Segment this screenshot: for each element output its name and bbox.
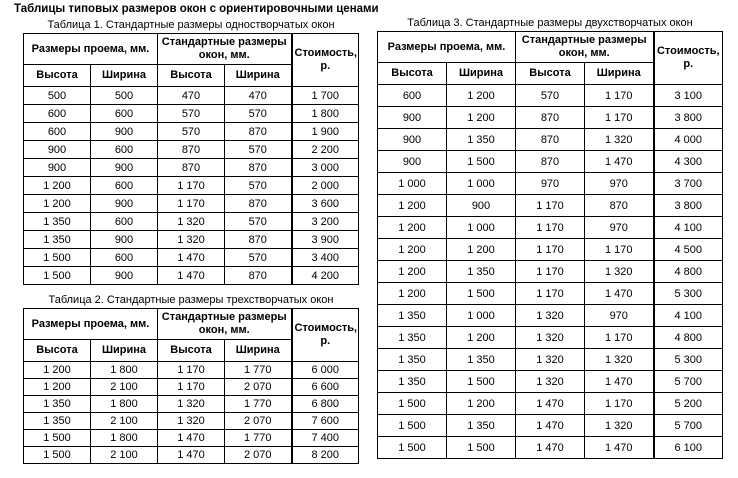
size-cell: 1 170 [158, 195, 225, 213]
size-cell: 1 200 [24, 195, 91, 213]
cost-cell: 3 100 [654, 85, 723, 107]
size-cell: 1 500 [378, 437, 447, 459]
size-cell: 2 100 [91, 447, 158, 464]
size-cell: 1 350 [24, 213, 91, 231]
column-header-height: Высота [24, 340, 91, 362]
table-row [378, 195, 723, 217]
column-header-opening-size: Размеры проема, мм. [24, 309, 158, 340]
table-row [24, 231, 359, 249]
size-cell: 1 170 [516, 239, 585, 261]
size-cell: 470 [225, 87, 292, 105]
size-cell: 1 350 [378, 371, 447, 393]
cost-cell: 3 200 [292, 213, 359, 231]
size-cell: 1 800 [91, 396, 158, 413]
size-cell: 600 [91, 105, 158, 123]
table-row [378, 371, 723, 393]
size-cell: 870 [225, 123, 292, 141]
size-cell: 900 [24, 141, 91, 159]
column-header-width: Ширина [225, 340, 292, 362]
size-cell: 870 [516, 129, 585, 151]
size-cell: 1 320 [585, 129, 654, 151]
table-row [24, 430, 359, 447]
table-row [378, 283, 723, 305]
size-cell: 570 [158, 105, 225, 123]
size-cell: 1 500 [24, 267, 91, 285]
table-row [378, 393, 723, 415]
cost-cell: 4 800 [654, 261, 723, 283]
size-cell: 870 [225, 195, 292, 213]
size-cell: 1 500 [24, 430, 91, 447]
size-cell: 970 [585, 173, 654, 195]
table-row [378, 85, 723, 107]
table-row [378, 217, 723, 239]
cost-cell: 4 300 [654, 151, 723, 173]
size-cell: 1 170 [516, 261, 585, 283]
cost-cell: 3 000 [292, 159, 359, 177]
size-cell: 1 320 [516, 327, 585, 349]
table-row [24, 379, 359, 396]
size-cell: 900 [91, 267, 158, 285]
size-cell: 1 320 [516, 349, 585, 371]
size-cell: 500 [24, 87, 91, 105]
table-row [24, 447, 359, 464]
size-cell: 2 100 [91, 379, 158, 396]
table-row [24, 87, 359, 105]
size-cell: 1 170 [516, 195, 585, 217]
size-cell: 1 800 [91, 362, 158, 379]
table-row [24, 213, 359, 231]
size-cell: 2 100 [91, 413, 158, 430]
table-row [24, 141, 359, 159]
size-cell: 1 470 [585, 371, 654, 393]
column-header-cost: Стоимость, р. [654, 32, 723, 85]
size-cell: 900 [378, 107, 447, 129]
table-2-triple-leaf-windows [23, 308, 359, 464]
size-cell: 1 200 [447, 239, 516, 261]
table-header-row [24, 309, 359, 340]
cost-cell: 3 400 [292, 249, 359, 267]
table-row [378, 327, 723, 349]
size-cell: 1 500 [24, 447, 91, 464]
size-cell: 1 470 [585, 437, 654, 459]
size-cell: 1 170 [516, 217, 585, 239]
cost-cell: 4 100 [654, 217, 723, 239]
right-column [377, 17, 723, 459]
table-row [24, 123, 359, 141]
size-cell: 470 [158, 87, 225, 105]
size-cell: 1 470 [585, 151, 654, 173]
size-cell: 870 [158, 141, 225, 159]
size-cell: 1 000 [378, 173, 447, 195]
column-header-width: Ширина [225, 65, 292, 87]
size-cell: 900 [447, 195, 516, 217]
table-row [24, 413, 359, 430]
cost-cell: 8 200 [292, 447, 359, 464]
column-header-height: Высота [158, 65, 225, 87]
table-header-row [24, 34, 359, 65]
table-row [378, 261, 723, 283]
column-header-opening-size: Размеры проема, мм. [378, 32, 516, 63]
size-cell: 600 [91, 249, 158, 267]
column-header-height: Высота [516, 63, 585, 85]
size-cell: 1 350 [24, 231, 91, 249]
size-cell: 870 [516, 151, 585, 173]
table-row [24, 105, 359, 123]
size-cell: 1 470 [585, 283, 654, 305]
size-cell: 1 170 [585, 393, 654, 415]
size-cell: 870 [516, 107, 585, 129]
size-cell: 1 320 [158, 231, 225, 249]
size-cell: 1 320 [158, 413, 225, 430]
size-cell: 1 350 [378, 327, 447, 349]
table-2-caption: Таблица 2. Стандартные размеры трехстворчатых окон [48, 294, 334, 306]
size-cell: 970 [516, 173, 585, 195]
size-cell: 600 [91, 177, 158, 195]
size-cell: 1 200 [24, 177, 91, 195]
size-cell: 900 [24, 159, 91, 177]
cost-cell: 6 800 [292, 396, 359, 413]
size-cell: 1 500 [447, 371, 516, 393]
table-row [24, 177, 359, 195]
cost-cell: 6 600 [292, 379, 359, 396]
size-cell: 1 200 [378, 217, 447, 239]
size-cell: 570 [225, 177, 292, 195]
left-column [23, 19, 359, 464]
column-header-cost: Стоимость, р. [292, 34, 359, 87]
size-cell: 870 [225, 267, 292, 285]
table-row [24, 195, 359, 213]
size-cell: 2 070 [225, 379, 292, 396]
page-title: Таблицы типовых размеров окон с ориентировочными ценами [14, 3, 379, 15]
cost-cell: 3 900 [292, 231, 359, 249]
size-cell: 1 350 [24, 396, 91, 413]
size-cell: 570 [225, 105, 292, 123]
size-cell: 1 170 [585, 327, 654, 349]
size-cell: 600 [91, 141, 158, 159]
size-cell: 1 000 [447, 173, 516, 195]
size-cell: 1 500 [378, 415, 447, 437]
size-cell: 1 170 [585, 239, 654, 261]
size-cell: 870 [225, 159, 292, 177]
cost-cell: 2 000 [292, 177, 359, 195]
size-cell: 900 [91, 231, 158, 249]
size-cell: 1 500 [447, 437, 516, 459]
size-cell: 1 200 [24, 379, 91, 396]
size-cell: 1 170 [158, 177, 225, 195]
table-1-caption: Таблица 1. Стандартные размеры одностворчатых окон [47, 19, 335, 31]
column-header-opening-size: Размеры проема, мм. [24, 34, 158, 65]
column-header-width: Ширина [447, 63, 516, 85]
size-cell: 1 350 [378, 305, 447, 327]
column-header-height: Высота [158, 340, 225, 362]
table-row [378, 107, 723, 129]
column-header-standard-size: Стандартные размеры окон, мм. [516, 32, 654, 63]
size-cell: 1 200 [378, 283, 447, 305]
cost-cell: 4 800 [654, 327, 723, 349]
size-cell: 870 [585, 195, 654, 217]
size-cell: 900 [91, 159, 158, 177]
cost-cell: 5 700 [654, 371, 723, 393]
size-cell: 2 070 [225, 447, 292, 464]
cost-cell: 1 800 [292, 105, 359, 123]
table-row [24, 267, 359, 285]
table-row [378, 437, 723, 459]
column-header-width: Ширина [91, 340, 158, 362]
table-1-single-leaf-windows [23, 33, 359, 285]
size-cell: 1 170 [158, 379, 225, 396]
size-cell: 1 000 [447, 305, 516, 327]
table-3-caption: Таблица 3. Стандартные размеры двухстворчатых окон [407, 17, 693, 29]
table-row [378, 239, 723, 261]
size-cell: 970 [585, 217, 654, 239]
size-cell: 1 770 [225, 396, 292, 413]
size-cell: 970 [585, 305, 654, 327]
size-cell: 900 [378, 129, 447, 151]
table-row [24, 159, 359, 177]
table-row [378, 415, 723, 437]
cost-cell: 6 100 [654, 437, 723, 459]
size-cell: 1 470 [516, 393, 585, 415]
column-header-height: Высота [24, 65, 91, 87]
cost-cell: 3 800 [654, 195, 723, 217]
size-cell: 1 200 [447, 393, 516, 415]
cost-cell: 4 100 [654, 305, 723, 327]
size-cell: 1 000 [447, 217, 516, 239]
column-header-standard-size: Стандартные размеры окон, мм. [158, 309, 292, 340]
size-cell: 1 320 [158, 213, 225, 231]
size-cell: 1 350 [447, 349, 516, 371]
size-cell: 870 [225, 231, 292, 249]
size-cell: 1 170 [585, 85, 654, 107]
column-header-width: Ширина [585, 63, 654, 85]
size-cell: 1 170 [585, 107, 654, 129]
size-cell: 600 [378, 85, 447, 107]
size-cell: 600 [24, 123, 91, 141]
size-cell: 1 320 [585, 349, 654, 371]
table-row [378, 129, 723, 151]
size-cell: 1 470 [516, 437, 585, 459]
size-cell: 570 [516, 85, 585, 107]
size-cell: 1 770 [225, 362, 292, 379]
size-cell: 1 320 [585, 415, 654, 437]
size-cell: 1 170 [516, 283, 585, 305]
table-row [378, 173, 723, 195]
size-cell: 570 [225, 213, 292, 231]
size-cell: 600 [91, 213, 158, 231]
size-cell: 1 200 [378, 195, 447, 217]
size-cell: 1 470 [158, 430, 225, 447]
cost-cell: 3 700 [654, 173, 723, 195]
size-cell: 1 200 [24, 362, 91, 379]
cost-cell: 5 700 [654, 415, 723, 437]
size-cell: 600 [24, 105, 91, 123]
column-header-width: Ширина [91, 65, 158, 87]
cost-cell: 5 300 [654, 349, 723, 371]
cost-cell: 7 400 [292, 430, 359, 447]
cost-cell: 3 600 [292, 195, 359, 213]
size-cell: 900 [378, 151, 447, 173]
table-row [24, 396, 359, 413]
size-cell: 870 [158, 159, 225, 177]
table-row [378, 151, 723, 173]
size-cell: 1 470 [158, 249, 225, 267]
table-row [378, 349, 723, 371]
size-cell: 1 500 [378, 393, 447, 415]
size-cell: 1 200 [378, 239, 447, 261]
size-cell: 1 320 [516, 371, 585, 393]
size-cell: 1 170 [158, 362, 225, 379]
column-header-cost: Стоимость, р. [292, 309, 359, 362]
size-cell: 1 470 [158, 267, 225, 285]
size-cell: 1 350 [447, 415, 516, 437]
cost-cell: 4 000 [654, 129, 723, 151]
size-cell: 1 200 [447, 85, 516, 107]
table-row [24, 249, 359, 267]
size-cell: 570 [225, 249, 292, 267]
size-cell: 1 200 [447, 327, 516, 349]
size-cell: 1 200 [447, 107, 516, 129]
size-cell: 1 350 [24, 413, 91, 430]
cost-cell: 5 200 [654, 393, 723, 415]
cost-cell: 1 700 [292, 87, 359, 105]
table-3-double-leaf-windows [377, 31, 723, 459]
size-cell: 1 470 [516, 415, 585, 437]
size-cell: 1 500 [447, 283, 516, 305]
size-cell: 1 320 [585, 261, 654, 283]
size-cell: 1 500 [447, 151, 516, 173]
column-header-standard-size: Стандартные размеры окон, мм. [158, 34, 292, 65]
cost-cell: 6 000 [292, 362, 359, 379]
size-cell: 1 350 [447, 261, 516, 283]
cost-cell: 2 200 [292, 141, 359, 159]
size-cell: 1 470 [158, 447, 225, 464]
size-cell: 1 350 [378, 349, 447, 371]
size-cell: 1 320 [516, 305, 585, 327]
cost-cell: 1 900 [292, 123, 359, 141]
size-cell: 1 500 [24, 249, 91, 267]
cost-cell: 5 300 [654, 283, 723, 305]
size-cell: 570 [225, 141, 292, 159]
size-cell: 1 350 [447, 129, 516, 151]
size-cell: 1 800 [91, 430, 158, 447]
size-cell: 1 770 [225, 430, 292, 447]
column-header-height: Высота [378, 63, 447, 85]
cost-cell: 4 500 [654, 239, 723, 261]
cost-cell: 3 800 [654, 107, 723, 129]
cost-cell: 7 600 [292, 413, 359, 430]
table-row [378, 305, 723, 327]
cost-cell: 4 200 [292, 267, 359, 285]
table-header-row [378, 32, 723, 63]
size-cell: 2 070 [225, 413, 292, 430]
size-cell: 900 [91, 195, 158, 213]
size-cell: 900 [91, 123, 158, 141]
size-cell: 500 [91, 87, 158, 105]
size-cell: 570 [158, 123, 225, 141]
size-cell: 1 320 [158, 396, 225, 413]
table-row [24, 362, 359, 379]
size-cell: 1 200 [378, 261, 447, 283]
